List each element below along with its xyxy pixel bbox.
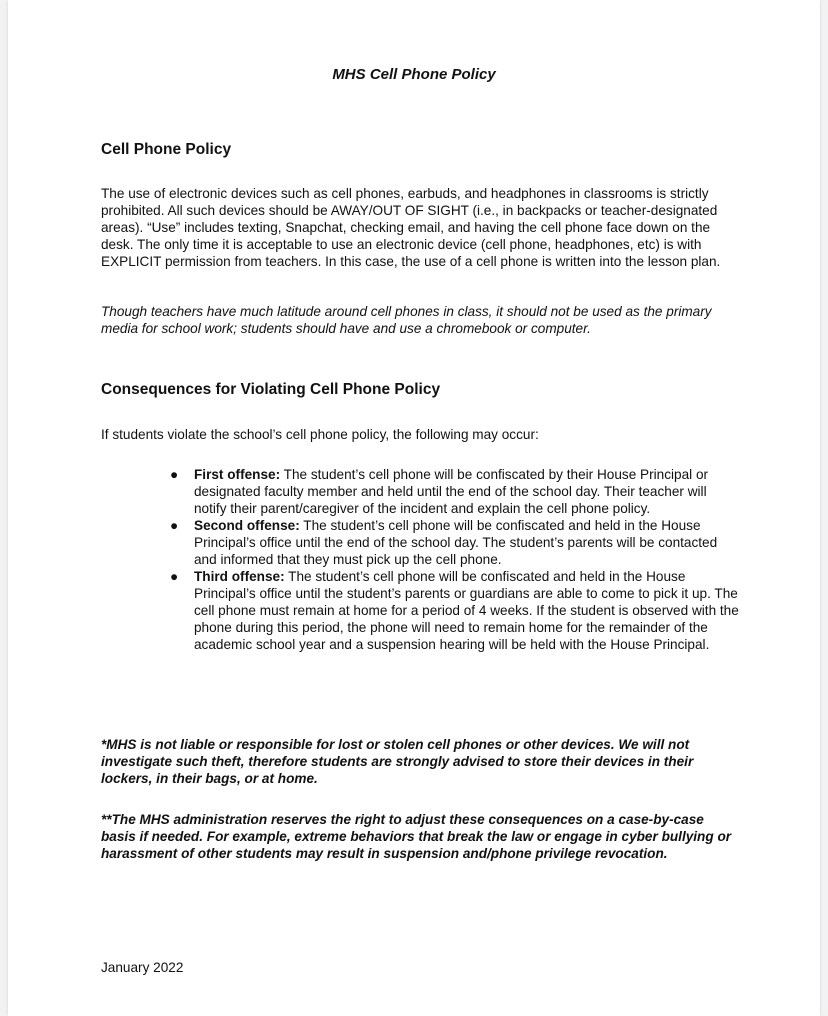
document-page	[8, 0, 820, 1016]
administration-note: **The MHS administration reserves the right to adjust these consequences on a case-by-case basis if needed. For example, extreme behaviors that break the law or engage in cyber bullying or harassment of other students may result in suspension and/phone privilege revocation.	[101, 812, 732, 861]
bullet-icon: ●	[170, 467, 179, 482]
liability-note: *MHS is not liable or responsible for lost or stolen cell phones or other devices. We will not investigate such theft, therefore students are strongly advised to store their devices in their lockers, in their bags, or at home.	[101, 737, 694, 786]
offense-text: The student’s cell phone will be confiscated and held in the House Principal’s office until the end of the school day. The student’s parents will be contacted and informed that they must pick up the cell phone.	[194, 518, 718, 567]
offense-item-second	[168, 517, 740, 568]
bullet-icon: ●	[170, 518, 179, 533]
document-title: MHS Cell Phone Policy	[332, 66, 496, 83]
offense-text: The student’s cell phone will be confiscated by their House Principal or designated faculty member and held until the end of the school day. Their teacher will notify their parent/caregiver of the incident and explain the cell phone policy.	[194, 467, 709, 516]
section-heading-consequences: Consequences for Violating Cell Phone Policy	[101, 381, 441, 398]
bullet-icon: ●	[170, 569, 179, 584]
offense-item-third	[168, 568, 740, 653]
offense-text: The student’s cell phone will be confiscated and held in the House Principal’s office until the student’s parents or guardians are able to come to pick it up. The cell phone must remain at home for a period of 4 weeks. If the student is observed with the phone during this period, the phone will need to remain home for the remainder of the academic school year and a suspension hearing will be held with the House Principal.	[194, 569, 739, 652]
offense-label: Second offense:	[194, 518, 300, 533]
offense-item-first	[168, 466, 740, 517]
document-date: January 2022	[101, 960, 184, 975]
section-heading-cell-phone-policy: Cell Phone Policy	[101, 141, 232, 158]
policy-italic-note: Though teachers have much latitude around cell phones in class, it should not be used as the primary media for school work; students should have and use a chromebook or computer.	[101, 304, 712, 336]
offense-list	[168, 466, 740, 653]
offense-label: Third offense:	[194, 569, 285, 584]
offense-label: First offense:	[194, 467, 281, 482]
policy-paragraph: The use of electronic devices such as cell phones, earbuds, and headphones in classrooms is strictly prohibited. All such devices should be AWAY/OUT OF SIGHT (i.e., in backpacks or teacher-designated areas). “Use” includes texting, Snapchat, checking email, and having the cell phone face down on the desk. The only time it is acceptable to use an electronic device (cell phone, headphones, etc) is with EXPLICIT permission from teachers. In this case, the use of a cell phone is written into the lesson plan.	[101, 186, 721, 269]
consequences-intro: If students violate the school’s cell phone policy, the following may occur:	[101, 427, 539, 442]
